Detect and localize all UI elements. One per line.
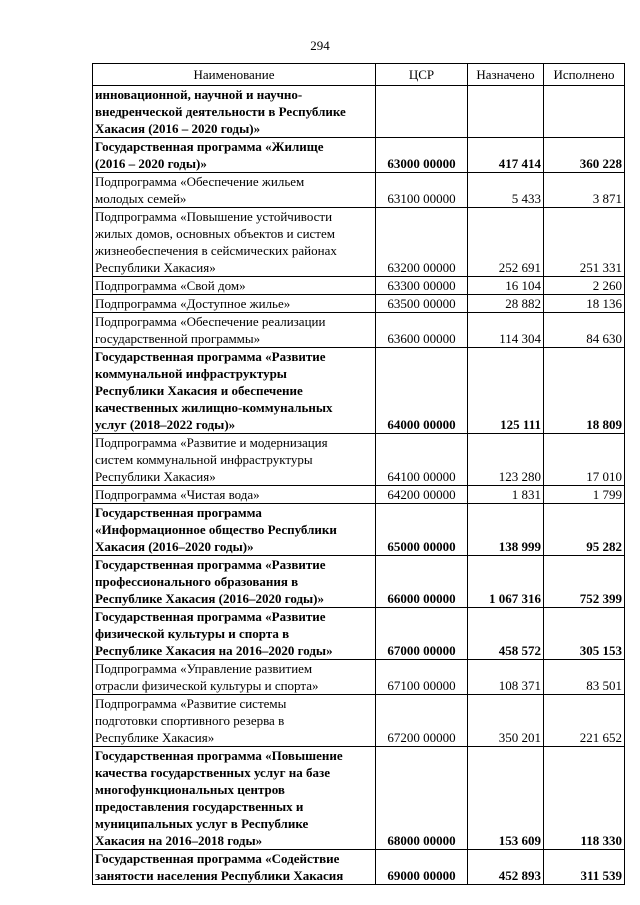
program-name-line: молодых семей» (95, 191, 187, 206)
planned-amount-cell: 252 691 (468, 208, 544, 277)
table-row (93, 277, 625, 295)
executed-amount-cell: 84 630 (544, 313, 625, 348)
program-name-line: Хакасия (2016 – 2020 годы)» (95, 121, 261, 136)
planned-amount-cell: 138 999 (468, 504, 544, 556)
program-name-line: отрасли физической культуры и спорта» (95, 678, 319, 693)
planned-amount-cell: 16 104 (468, 277, 544, 295)
csr-code-cell (376, 86, 468, 138)
program-name-line: «Информационное общество Республики (95, 522, 337, 537)
csr-code-cell: 64200 00000 (376, 486, 468, 504)
program-name-line: Республики Хакасия» (95, 469, 216, 484)
planned-amount-cell: 28 882 (468, 295, 544, 313)
table-row (93, 348, 625, 434)
table-row (93, 504, 625, 556)
program-name-line: Подпрограмма «Повышение устойчивости (95, 209, 333, 224)
csr-code-cell: 63300 00000 (376, 277, 468, 295)
csr-code-cell: 63100 00000 (376, 173, 468, 208)
planned-amount-cell: 458 572 (468, 608, 544, 660)
program-name-line: внедренческой деятельности в Республике (95, 104, 346, 119)
program-name-line: качественных жилищно-коммунальных (95, 400, 333, 415)
table-row (93, 138, 625, 173)
table-row (93, 556, 625, 608)
csr-code-cell: 63500 00000 (376, 295, 468, 313)
program-name-line: Республике Хакасия» (95, 730, 215, 745)
program-name-line: жилых домов, основных объектов и систем (95, 226, 335, 241)
program-name-line: Республике Хакасия на 2016–2020 годы» (95, 643, 333, 658)
executed-amount-cell: 2 260 (544, 277, 625, 295)
executed-amount-cell: 311 539 (544, 850, 625, 885)
table-row (93, 173, 625, 208)
program-name-line: многофункциональных центров (95, 782, 285, 797)
program-name-cell (93, 295, 376, 313)
csr-code-cell: 64000 00000 (376, 348, 468, 434)
program-name-line: муниципальных услуг в Республике (95, 816, 309, 831)
executed-amount-cell: 251 331 (544, 208, 625, 277)
program-name-cell (93, 86, 376, 138)
table-row (93, 486, 625, 504)
csr-code-cell: 63600 00000 (376, 313, 468, 348)
csr-code-cell: 68000 00000 (376, 747, 468, 850)
program-name-line: Государственная программа (95, 505, 262, 520)
program-name-line: систем коммунальной инфраструктуры (95, 452, 313, 467)
program-name-cell (93, 660, 376, 695)
planned-amount-cell: 108 371 (468, 660, 544, 695)
table-row (93, 295, 625, 313)
executed-amount-cell: 95 282 (544, 504, 625, 556)
program-name-line: инновационной, научной и научно- (95, 87, 303, 102)
planned-amount-cell (468, 86, 544, 138)
program-name-line: Подпрограмма «Развитие и модернизация (95, 435, 328, 450)
table-row (93, 86, 625, 138)
planned-amount-cell: 125 111 (468, 348, 544, 434)
csr-code-cell: 63000 00000 (376, 138, 468, 173)
program-name-cell (93, 486, 376, 504)
header-name: Наименование (93, 64, 376, 86)
table-row (93, 608, 625, 660)
program-name-line: Подпрограмма «Управление развитием (95, 661, 313, 676)
program-name-line: Республики Хакасия» (95, 260, 216, 275)
executed-amount-cell: 360 228 (544, 138, 625, 173)
program-name-line: Хакасия на 2016–2018 годы» (95, 833, 263, 848)
csr-code-cell: 67000 00000 (376, 608, 468, 660)
planned-amount-cell: 114 304 (468, 313, 544, 348)
program-name-line: Государственная программа «Развитие (95, 609, 326, 624)
table-row (93, 695, 625, 747)
program-name-line: Подпрограмма «Обеспечение жильем (95, 174, 305, 189)
table-row (93, 747, 625, 850)
program-name-line: профессионального образования в (95, 574, 299, 589)
csr-code-cell: 69000 00000 (376, 850, 468, 885)
csr-code-cell: 63200 00000 (376, 208, 468, 277)
program-name-line: Государственная программа «Развитие (95, 557, 326, 572)
program-name-cell (93, 850, 376, 885)
program-name-line: услуг (2018–2022 годы)» (95, 417, 236, 432)
program-name-line: Республике Хакасия (2016–2020 годы)» (95, 591, 324, 606)
executed-amount-cell: 118 330 (544, 747, 625, 850)
table-body (93, 86, 625, 885)
table-row (93, 313, 625, 348)
csr-code-cell: 67200 00000 (376, 695, 468, 747)
planned-amount-cell: 1 831 (468, 486, 544, 504)
program-name-cell (93, 173, 376, 208)
table-row (93, 850, 625, 885)
csr-code-cell: 67100 00000 (376, 660, 468, 695)
program-name-cell (93, 434, 376, 486)
program-name-cell (93, 504, 376, 556)
program-name-cell (93, 348, 376, 434)
program-name-cell (93, 556, 376, 608)
header-planned: Назначено (468, 64, 544, 86)
table-header-row (93, 64, 625, 86)
program-name-cell (93, 747, 376, 850)
planned-amount-cell: 417 414 (468, 138, 544, 173)
page-number: 294 (310, 38, 330, 53)
program-name-line: занятости населения Республики Хакасия (95, 868, 344, 883)
executed-amount-cell: 18 809 (544, 348, 625, 434)
program-name-line: физической культуры и спорта в (95, 626, 290, 641)
program-name-cell (93, 138, 376, 173)
program-name-cell (93, 313, 376, 348)
program-name-line: качества государственных услуг на базе (95, 765, 331, 780)
program-name-line: Подпрограмма «Обеспечение реализации (95, 314, 326, 329)
executed-amount-cell: 18 136 (544, 295, 625, 313)
program-name-line: Подпрограмма «Свой дом» (95, 278, 246, 293)
budget-execution-table (92, 63, 625, 885)
program-name-line: государственной программы» (95, 331, 261, 346)
executed-amount-cell (544, 86, 625, 138)
header-executed: Исполнено (544, 64, 625, 86)
program-name-cell (93, 608, 376, 660)
executed-amount-cell: 17 010 (544, 434, 625, 486)
program-name-line: Подпрограмма «Развитие системы (95, 696, 287, 711)
executed-amount-cell: 1 799 (544, 486, 625, 504)
csr-code-cell: 64100 00000 (376, 434, 468, 486)
csr-code-cell: 65000 00000 (376, 504, 468, 556)
program-name-line: Государственная программа «Развитие (95, 349, 326, 364)
program-name-line: Республики Хакасия и обеспечение (95, 383, 303, 398)
program-name-line: Подпрограмма «Чистая вода» (95, 487, 260, 502)
table-row (93, 434, 625, 486)
program-name-line: жизнеобеспечения в сейсмических районах (95, 243, 337, 258)
program-name-line: подготовки спортивного резерва в (95, 713, 285, 728)
program-name-cell (93, 208, 376, 277)
program-name-line: предоставления государственных и (95, 799, 304, 814)
program-name-line: Государственная программа «Повышение (95, 748, 343, 763)
planned-amount-cell: 153 609 (468, 747, 544, 850)
program-name-line: Государственная программа «Жилище (95, 139, 324, 154)
executed-amount-cell: 3 871 (544, 173, 625, 208)
executed-amount-cell: 221 652 (544, 695, 625, 747)
executed-amount-cell: 83 501 (544, 660, 625, 695)
header-csr: ЦСР (376, 64, 468, 86)
program-name-cell (93, 277, 376, 295)
planned-amount-cell: 5 433 (468, 173, 544, 208)
program-name-cell (93, 695, 376, 747)
executed-amount-cell: 305 153 (544, 608, 625, 660)
program-name-line: Подпрограмма «Доступное жилье» (95, 296, 291, 311)
planned-amount-cell: 452 893 (468, 850, 544, 885)
program-name-line: (2016 – 2020 годы)» (95, 156, 207, 171)
table-row (93, 208, 625, 277)
planned-amount-cell: 1 067 316 (468, 556, 544, 608)
program-name-line: Хакасия (2016–2020 годы)» (95, 539, 254, 554)
program-name-line: Государственная программа «Содействие (95, 851, 340, 866)
planned-amount-cell: 123 280 (468, 434, 544, 486)
program-name-line: коммунальной инфраструктуры (95, 366, 287, 381)
planned-amount-cell: 350 201 (468, 695, 544, 747)
csr-code-cell: 66000 00000 (376, 556, 468, 608)
executed-amount-cell: 752 399 (544, 556, 625, 608)
table-row (93, 660, 625, 695)
